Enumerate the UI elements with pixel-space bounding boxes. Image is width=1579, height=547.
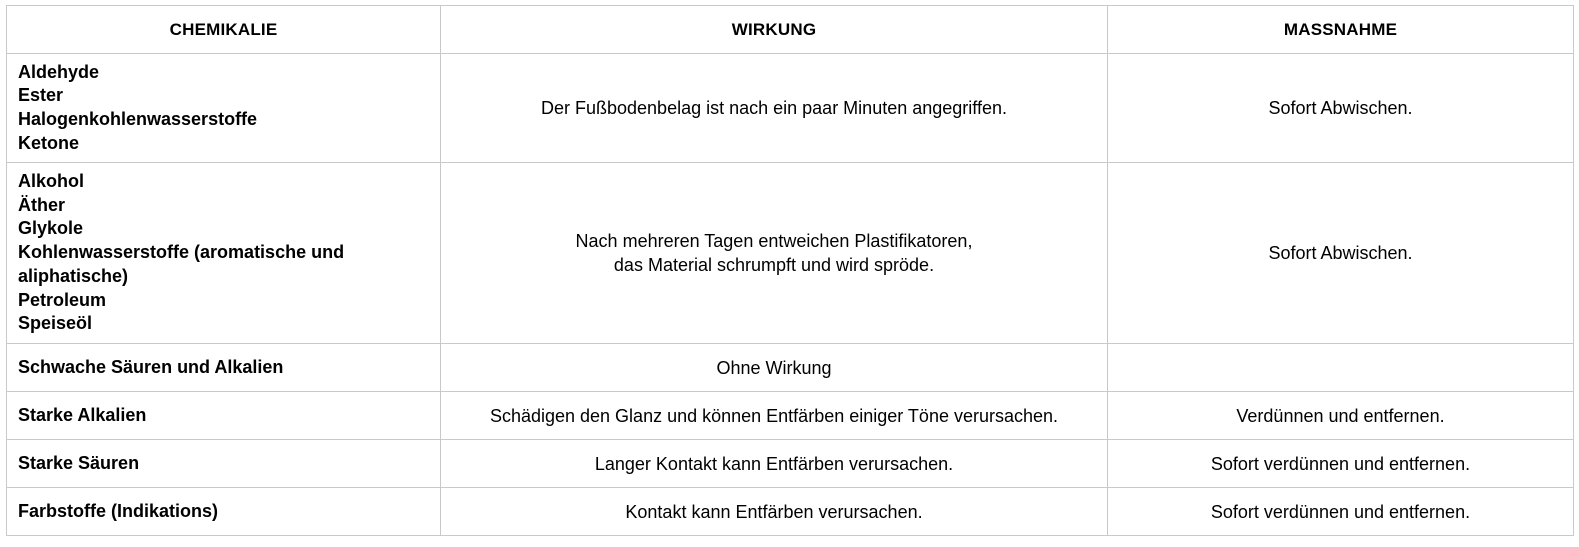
effect-text: Langer Kontakt kann Entfärben verursachen. [594,453,954,474]
cell-massnahme: Sofort verdünnen und entfernen. [1108,440,1574,488]
chemical-name: Starke Alkalien [18,404,147,425]
cell-wirkung [441,54,1108,163]
table-row [7,392,1574,440]
cell-wirkung [441,488,1108,536]
cell-massnahme: Verdünnen und entfernen. [1108,392,1574,440]
effect-text: Kontakt kann Entfärben verursachen. [625,501,923,522]
table-row [7,54,1574,163]
effect-text: das Material schrumpft und wird spröde. [613,255,935,275]
header-massnahme: MASSNAHME [1108,6,1574,54]
header-wirkung: WIRKUNG [441,6,1108,54]
chemical-name: Farbstoffe (Indikations) [18,500,219,521]
cell-chemikalie [7,392,441,440]
chemical-name: Ester [18,85,64,106]
chemical-name: Speiseöl [18,313,93,334]
chemical-name: Ketone [18,132,80,153]
cell-wirkung [441,392,1108,440]
effect-text: Nach mehreren Tagen entweichen Plastifikatoren, [575,231,973,251]
cell-chemikalie [7,163,441,344]
chemical-name: Schwache Säuren und Alkalien [18,356,284,377]
cell-chemikalie [7,488,441,536]
cell-massnahme: Sofort Abwischen. [1108,54,1574,163]
chemical-name: Aldehyde [18,61,100,82]
cell-wirkung [441,344,1108,392]
cell-chemikalie [7,54,441,163]
chemical-name: Starke Säuren [18,452,140,473]
table-row [7,440,1574,488]
cell-chemikalie [7,440,441,488]
header-chemikalie: CHEMIKALIE [7,6,441,54]
cell-massnahme: Sofort verdünnen und entfernen. [1108,488,1574,536]
chemical-resistance-table [6,5,1574,536]
cell-massnahme [1108,344,1574,392]
effect-text: Ohne Wirkung [716,357,832,378]
cell-wirkung [441,440,1108,488]
chemical-name: aliphatische) [18,265,129,286]
table-row [7,344,1574,392]
effect-text: Schädigen den Glanz und können Entfärben einiger Töne verursachen. [489,405,1059,426]
chemical-name: Alkohol [18,171,84,192]
cell-chemikalie [7,344,441,392]
chemical-name: Glykole [18,218,84,239]
table-row [7,488,1574,536]
chemical-name: Petroleum [18,289,107,310]
chemical-name: Kohlenwasserstoffe (aromatische und [18,242,345,263]
cell-wirkung [441,163,1108,344]
chemical-name: Halogenkohlenwasserstoffe [18,109,258,129]
table-header-row [7,6,1574,54]
effect-text: Der Fußbodenbelag ist nach ein paar Minuten angegriffen. [541,98,1007,118]
table-row [7,163,1574,344]
chemical-name: Äther [18,194,66,215]
cell-massnahme: Sofort Abwischen. [1108,163,1574,344]
